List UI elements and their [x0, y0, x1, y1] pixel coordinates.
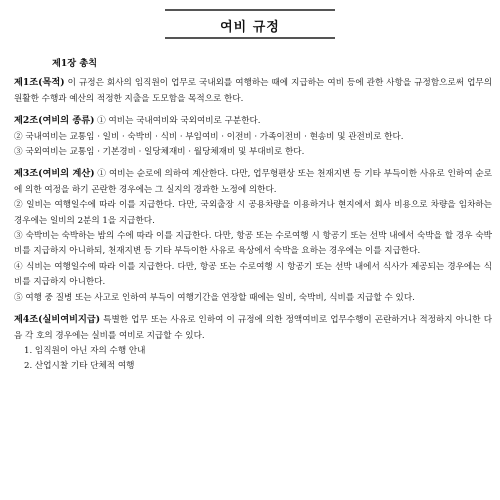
article-4-item-1: 1. 임직원이 아닌 자의 수행 안내 [24, 345, 146, 356]
title-bottom-rule [165, 37, 335, 39]
article-2-text: ① 여비는 국내여비와 국외여비로 구분한다. [94, 116, 261, 127]
article-2-clause-3: ③ 국외여비는 교통임 · 기본경비 · 일당체재비 · 월당체재비 및 부대비로 한다. [14, 147, 305, 158]
article-2-heading: 제2조(여비의 종류) [14, 115, 95, 127]
article-4 [14, 312, 492, 375]
article-2-clause-2: ② 국내여비는 교통임 · 일비 · 숙박비 · 식비 · 부임여비 · 이전비 · 가족이전비 · 현송비 및 관전비로 한다. [14, 131, 404, 142]
article-3-clause-3: ③ 숙박비는 숙박하는 밤의 수에 따라 이를 지급한다. 다만, 항공 또는 수로여행 시 항공기 또는 선박 내에서 숙박을 할 경우 숙박비를 지급하지 아니하되, 천재지변 등 기타 부득이한 사유로 육상에서 숙박을 요하는 경우에는 이를 지급한다. [14, 231, 492, 257]
chapter-heading: 제1장 총칙 [52, 58, 98, 69]
article-3-clause-2: ② 일비는 여행일수에 따라 이를 지급한다. 다만, 국외출장 시 공용차량을 이용하거나 현지에서 회사 비용으로 차량을 임차하는 경우에는 일비의 2분의 1을 지급한다. [14, 200, 492, 226]
article-3-heading: 제3조(여비의 계산) [14, 168, 95, 180]
article-2 [14, 113, 492, 160]
document-body [14, 56, 492, 381]
article-3-clause-4: ④ 식비는 여행일수에 따라 이를 지급한다. 다만, 항공 또는 수로여행 시 항공기 또는 선박 내에서 식사가 제공되는 경우에는 식비를 지급하지 아니한다. [14, 261, 492, 288]
article-3 [14, 166, 492, 306]
article-1-heading: 제1조(목적) [14, 77, 65, 89]
title-top-rule [165, 9, 335, 11]
article-1 [14, 75, 492, 107]
article-4-text: 특별한 업무 또는 사유로 인하여 이 규정에 의한 정액여비로 업무수행이 곤란하거나 적정하지 아니한 다음 각 호의 경우에는 실비를 여비로 지급할 수 있다. [14, 315, 492, 341]
article-4-heading: 제4조(실비여비지급) [14, 314, 101, 326]
document-title: 여비 규정 [220, 20, 280, 35]
title-box [165, 9, 335, 39]
article-3-clause-5: ⑤ 여행 중 질병 또는 사고로 인하여 부득이 여행기간을 연장할 때에는 일비, 숙박비, 식비를 지급할 수 있다. [14, 292, 415, 303]
article-4-item-2: 2. 산업시찰 기타 단체적 여행 [24, 361, 135, 372]
article-3-text: ① 여비는 순로에 의하여 계산한다. 다만, 업무형편상 또는 천재지변 등 기타 부득이한 사유로 인하여 순로에 의한 여정을 하기 곤란한 경우에는 그 실지의 경과한 노정에 의한다. [14, 169, 492, 195]
article-1-text: 이 규정은 회사의 임직원이 업무로 국내외를 여행하는 때에 지급하는 여비 등에 관한 사항을 규정함으로써 업무의 원활한 수행과 예산의 적정한 지출을 도모함을 목적으로 한다. [14, 78, 492, 104]
